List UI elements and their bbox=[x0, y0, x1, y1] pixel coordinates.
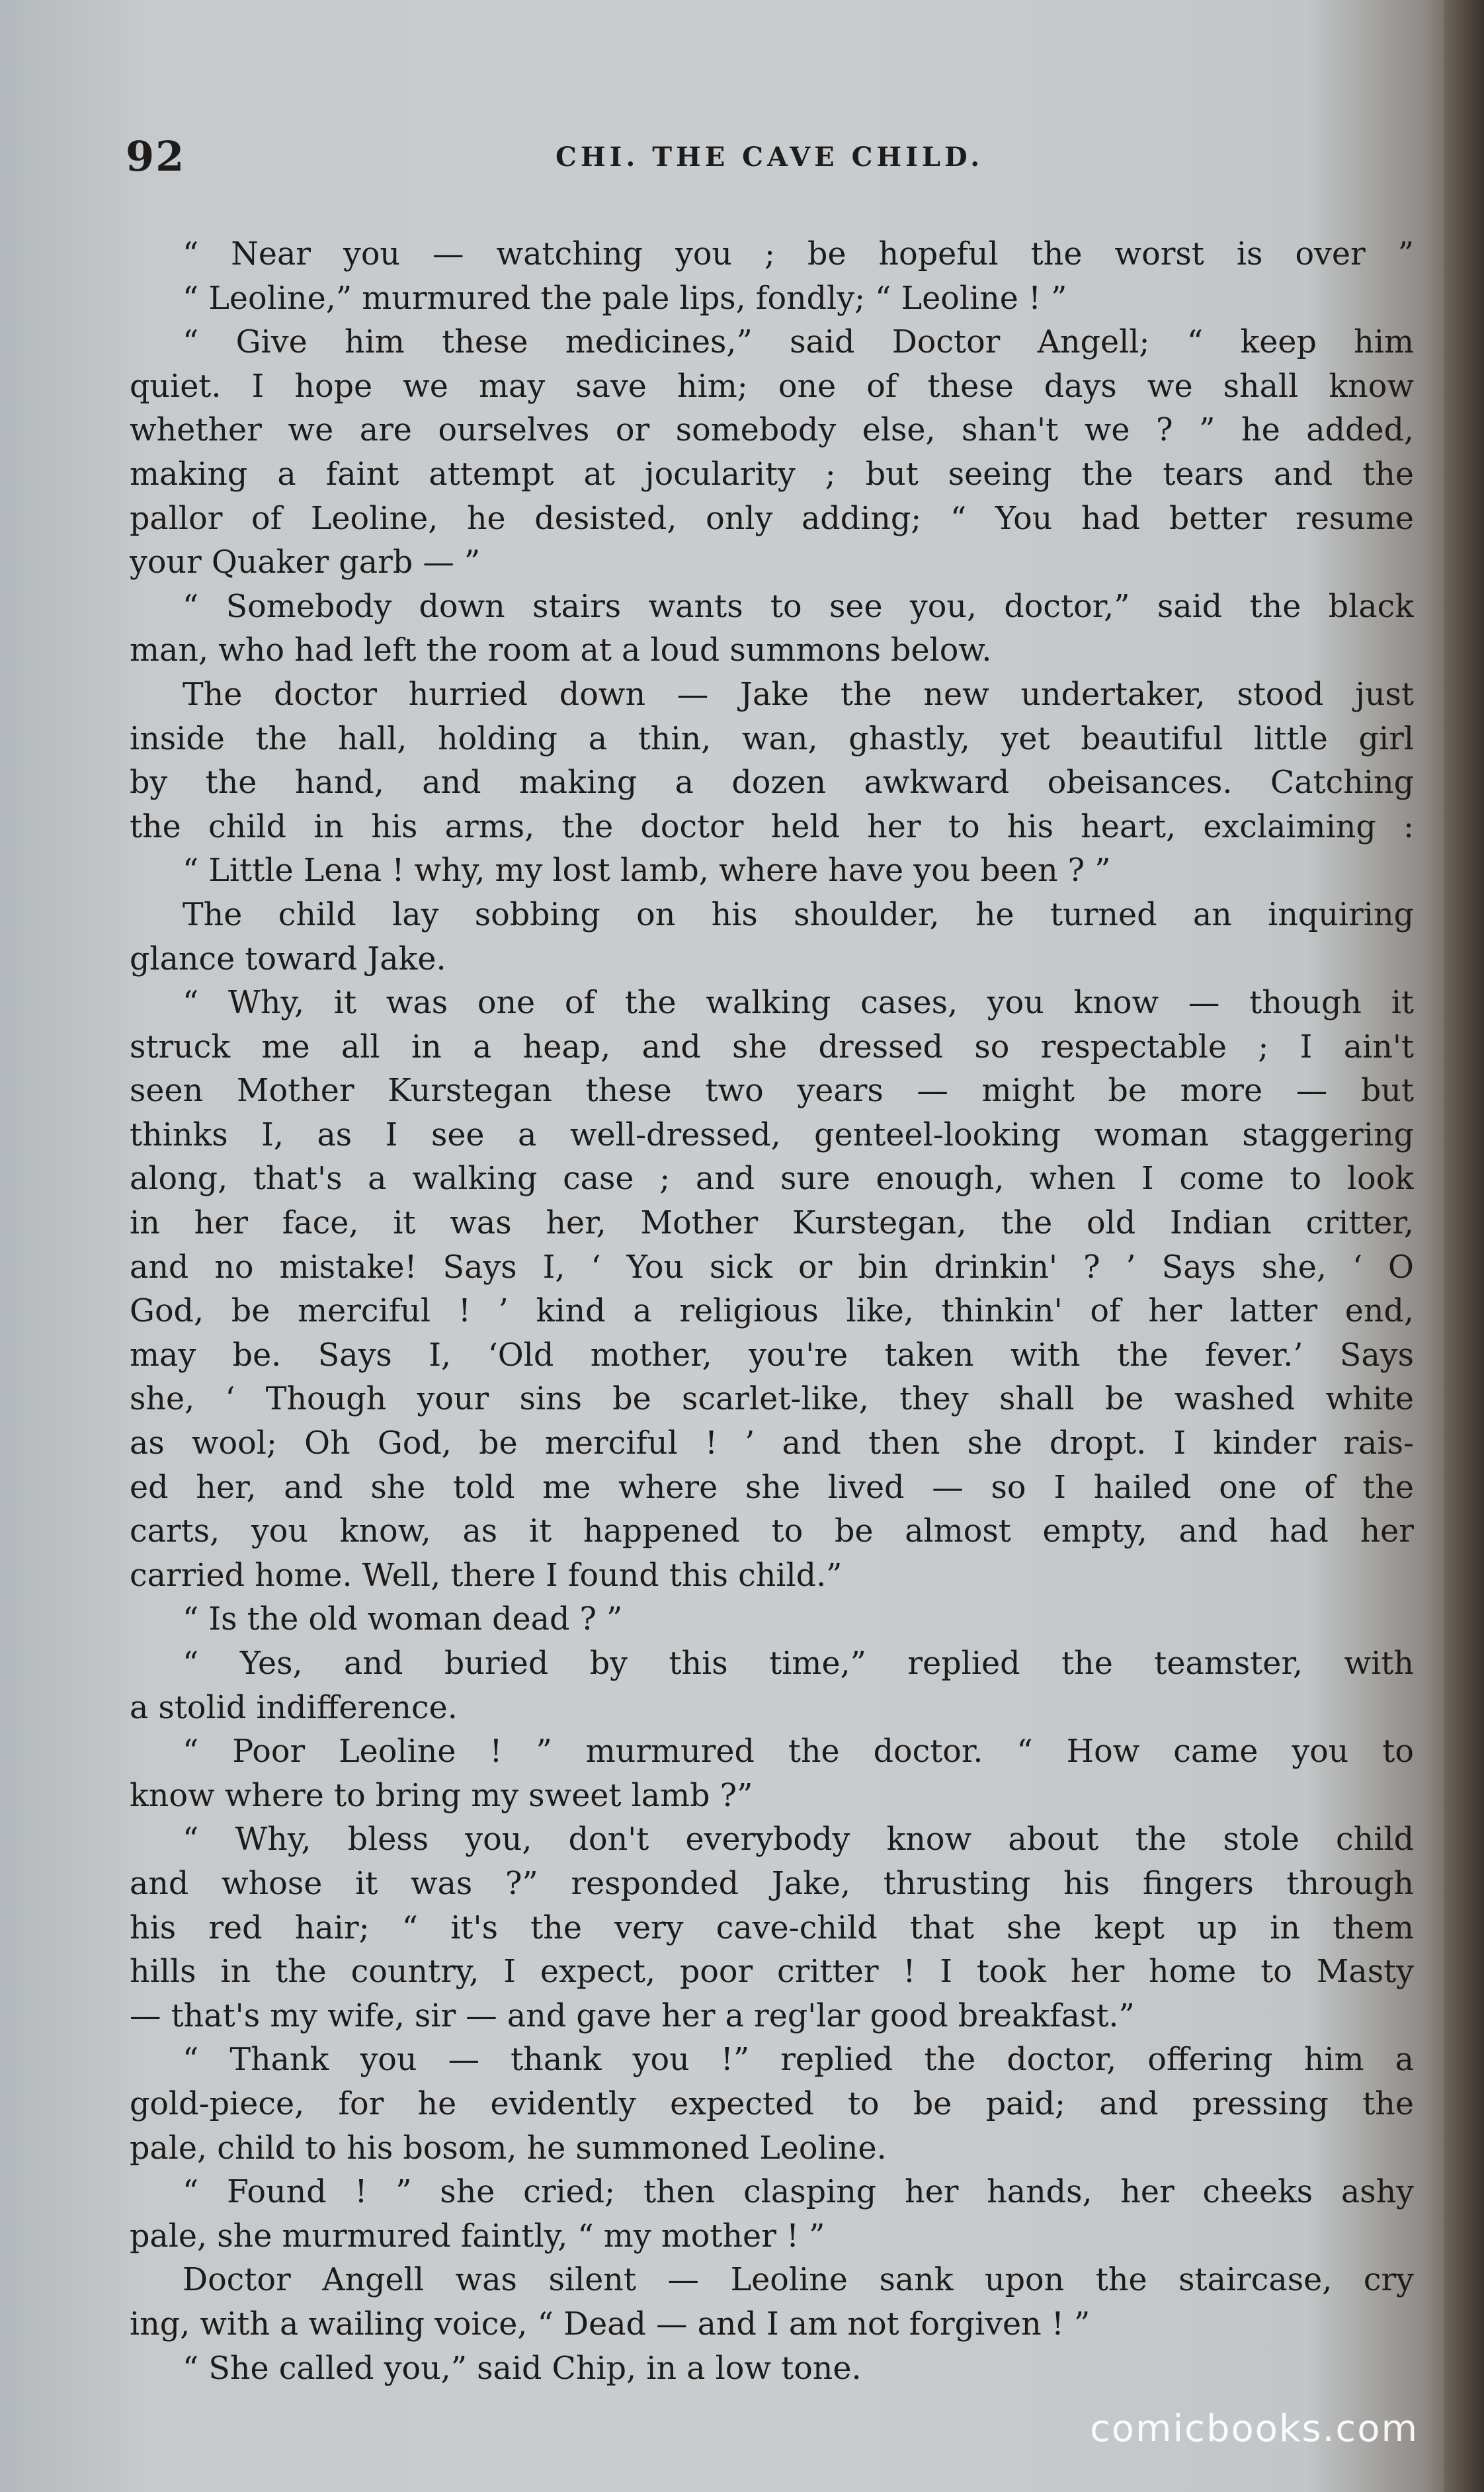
text-line: carts, you know, as it happened to be almost empty, and had her bbox=[130, 1513, 1414, 1550]
text-line: struck me all in a heap, and she dressed so respectable ; I ain't bbox=[130, 1028, 1414, 1065]
text-line: gold-piece, for he evidently expected to be paid; and pressing the bbox=[130, 2085, 1414, 2122]
text-line: pale, child to his bosom, he summoned Leoline. bbox=[130, 2130, 887, 2167]
text-line: “ Why, it was one of the walking cases, you know — though it bbox=[183, 985, 1414, 1022]
text-line: The child lay sobbing on his shoulder, he turned an inquiring bbox=[183, 896, 1414, 933]
text-line: and whose it was ?” responded Jake, thrusting his fingers through bbox=[130, 1865, 1414, 1902]
text-line: “ Yes, and buried by this time,” replied the teamster, with bbox=[183, 1645, 1414, 1682]
text-line: ing, with a wailing voice, “ Dead — and I am not forgiven ! ” bbox=[130, 2305, 1091, 2343]
text-line: as wool; Oh God, be merciful ! ’ and then she dropt. I kinder rais- bbox=[130, 1425, 1414, 1462]
text-line: “ Thank you — thank you !” replied the doctor, offering him a bbox=[183, 2042, 1414, 2079]
text-line: “ Little Lena ! why, my lost lamb, where have you been ? ” bbox=[183, 852, 1111, 890]
text-line: Doctor Angell was silent — Leoline sank upon the staircase, cry bbox=[183, 2262, 1414, 2299]
text-line: pallor of Leoline, he desisted, only adding; “ You had better resume bbox=[130, 500, 1414, 537]
text-line: man, who had left the room at a loud summons below. bbox=[130, 632, 992, 669]
text-line: glance toward Jake. bbox=[130, 940, 446, 977]
text-line: whether we are ourselves or somebody else, shan't we ? ” he added, bbox=[130, 412, 1414, 449]
page-header bbox=[126, 132, 1422, 192]
page-number: 92 bbox=[126, 132, 186, 181]
site-watermark: comicbooks.com bbox=[1090, 2407, 1419, 2450]
text-line: hills in the country, I expect, poor critter ! I took her home to Masty bbox=[130, 1954, 1414, 1991]
text-line: — that's my wife, sir — and gave her a reg'lar good breakfast.” bbox=[130, 1997, 1135, 2034]
text-line: “ Give him these medicines,” said Doctor Angell; “ keep him bbox=[183, 324, 1414, 361]
body-text bbox=[130, 233, 1414, 2391]
text-line: “ Why, bless you, don't everybody know about the stole child bbox=[183, 1821, 1414, 1858]
text-line: she, ‘ Though your sins be scarlet-like, they shall be washed white bbox=[130, 1381, 1414, 1418]
text-line: “ She called you,” said Chip, in a low tone. bbox=[183, 2350, 862, 2387]
text-line: ed her, and she told me where she lived — so I hailed one of the bbox=[130, 1469, 1414, 1506]
text-line: know where to bring my sweet lamb ?” bbox=[130, 1777, 753, 1814]
text-line: carried home. Well, there I found this child.” bbox=[130, 1557, 843, 1594]
text-line: “ Is the old woman dead ? ” bbox=[183, 1601, 623, 1638]
text-line: “ Leoline,” murmured the pale lips, fondly; “ Leoline ! ” bbox=[183, 280, 1067, 317]
text-line: in her face, it was her, Mother Kurstegan, the old Indian critter, bbox=[130, 1205, 1414, 1242]
text-line: thinks I, as I see a well-dressed, genteel-looking woman staggering bbox=[130, 1116, 1414, 1153]
text-line: and no mistake! Says I, ‘ You sick or bin drinkin' ? ’ Says she, ‘ O bbox=[130, 1249, 1414, 1286]
text-line: a stolid indifference. bbox=[130, 1689, 458, 1726]
text-line: by the hand, and making a dozen awkward obeisances. Catching bbox=[130, 765, 1414, 802]
text-line: God, be merciful ! ’ kind a religious like, thinkin' of her latter end, bbox=[130, 1293, 1414, 1330]
text-line: inside the hall, holding a thin, wan, ghastly, yet beautiful little girl bbox=[130, 720, 1414, 757]
text-line: “ Found ! ” she cried; then clasping her hands, her cheeks ashy bbox=[183, 2174, 1414, 2211]
book-spine-shadow bbox=[1444, 0, 1484, 2492]
text-line: quiet. I hope we may save him; one of these days we shall know bbox=[130, 368, 1414, 405]
text-line: “ Somebody down stairs wants to see you, doctor,” said the black bbox=[183, 588, 1414, 625]
text-line: “ Near you — watching you ; be hopeful the worst is over ” bbox=[183, 236, 1414, 272]
text-line: along, that's a walking case ; and sure enough, when I come to look bbox=[130, 1161, 1414, 1198]
text-line: seen Mother Kurstegan these two years — might be more — but bbox=[130, 1073, 1414, 1110]
text-line: the child in his arms, the doctor held her to his heart, exclaiming : bbox=[130, 808, 1414, 845]
running-title: CHI. THE CAVE CHILD. bbox=[556, 142, 984, 173]
text-line: making a faint attempt at jocularity ; but seeing the tears and the bbox=[130, 456, 1414, 493]
text-line: his red hair; “ it's the very cave-child that she kept up in them bbox=[130, 1909, 1414, 1946]
text-line: “ Poor Leoline ! ” murmured the doctor. “ How came you to bbox=[183, 1733, 1414, 1770]
text-line: may be. Says I, ‘Old mother, you're taken with the fever.’ Says bbox=[130, 1337, 1414, 1374]
text-line: your Quaker garb — ” bbox=[130, 544, 481, 581]
text-line: The doctor hurried down — Jake the new undertaker, stood just bbox=[183, 676, 1414, 713]
text-line: pale, she murmured faintly, “ my mother ! ” bbox=[130, 2218, 825, 2255]
